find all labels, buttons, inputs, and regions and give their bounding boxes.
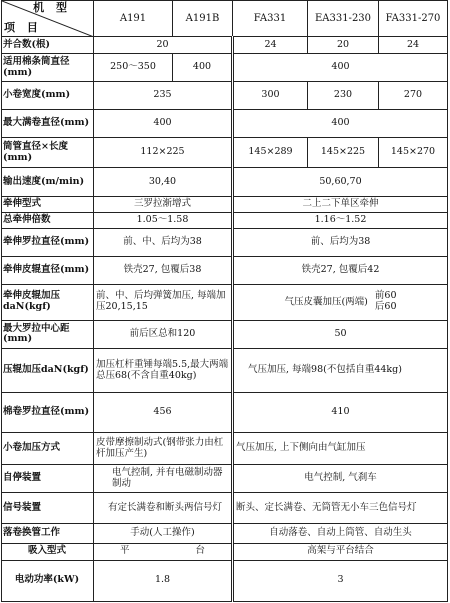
- row-doubling: [2, 37, 448, 54]
- row-calender-pressure: [2, 349, 448, 393]
- max-roller-gauge-fa-value: 50: [233, 320, 448, 348]
- row-doffing: [2, 523, 448, 543]
- output-speed-label: 输出速度(m/min): [2, 168, 94, 196]
- total-draft-fa-value: 1.16～1.52: [233, 212, 448, 228]
- draft-top-roller-dia-fa-value: 铁壳27, 包覆后42: [233, 256, 448, 284]
- sliver-can-label: 适用棉条筒直径(mm): [2, 54, 94, 82]
- suction-a-char-2: 台: [195, 545, 206, 557]
- tube-size-fa331-value: 145×289: [233, 138, 308, 168]
- self-stop-a-value: 电气控制, 并有电磁制动器制动: [94, 465, 233, 493]
- doffing-label: 落卷换管工作: [2, 523, 94, 543]
- max-roller-gauge-label: 最大罗拉中心距(mm): [2, 320, 94, 348]
- suction-a-cell: [94, 543, 233, 560]
- lap-roller-dia-label: 棉卷罗拉直径(mm): [2, 393, 94, 433]
- row-tube-size: [2, 138, 448, 168]
- doubling-fa331-270-value: 24: [379, 37, 448, 54]
- row-output-speed: [2, 168, 448, 196]
- doubling-ea331-230-value: 20: [308, 37, 379, 54]
- row-total-draft: [2, 212, 448, 228]
- row-sliver-can: [2, 54, 448, 82]
- doffing-fa-value: 自动落卷、自动上筒管、自动生头: [233, 523, 448, 543]
- row-signal: [2, 493, 448, 523]
- lap-pressure-fa-value: 气压加压, 上下侧向由气缸加压: [233, 433, 448, 465]
- doffing-a-value: 手动(人工操作): [94, 523, 233, 543]
- tube-size-a-value: 112×225: [94, 138, 233, 168]
- model-a191: A191: [94, 1, 173, 37]
- row-draft-roller-dia: [2, 228, 448, 256]
- motor-power-fa-value: 3: [233, 560, 448, 601]
- draft-roller-dia-fa-value: 前、后均为38: [233, 228, 448, 256]
- front-rear-pressure: [375, 291, 397, 313]
- suction-fa-value: 高架与平台结合: [233, 543, 448, 560]
- tube-size-fa331-270-value: 145×270: [379, 138, 448, 168]
- lap-width-label: 小卷宽度(mm): [2, 82, 94, 110]
- doubling-a-value: 20: [94, 37, 233, 54]
- calender-pressure-a-value: 加压杠杆重锤每端5.5,最大两端总压68(不含自重40kg): [94, 349, 233, 393]
- draft-roller-dia-label: 牵伸罗拉直径(mm): [2, 228, 94, 256]
- front-pressure: 前60: [374, 290, 397, 302]
- drafting-type-label: 牵伸型式: [2, 196, 94, 212]
- self-stop-label: 自停装置: [2, 465, 94, 493]
- corner-bottom-label: 项 目: [4, 21, 42, 35]
- lap-width-ea331-230-value: 230: [308, 82, 379, 110]
- tube-size-ea331-230-value: 145×225: [308, 138, 379, 168]
- sliver-can-a191b-value: 400: [173, 54, 233, 82]
- signal-label: 信号装置: [2, 493, 94, 523]
- lap-pressure-label: 小卷加压方式: [2, 433, 94, 465]
- lap-width-fa331-270-value: 270: [379, 82, 448, 110]
- spec-table: [1, 0, 448, 602]
- row-lap-pressure: [2, 433, 448, 465]
- max-lap-dia-label: 最大满卷直径(mm): [2, 110, 94, 138]
- suction-label: 吸入型式: [2, 543, 94, 560]
- row-motor-power: [2, 560, 448, 601]
- lap-width-fa331-value: 300: [233, 82, 308, 110]
- doubling-fa331-value: 24: [233, 37, 308, 54]
- rear-pressure: 后60: [374, 301, 397, 313]
- tube-size-label: 筒管直径×长度(mm): [2, 138, 94, 168]
- row-draft-top-roller-pressure: [2, 284, 448, 320]
- max-roller-gauge-a-value: 前后区总和120: [94, 320, 233, 348]
- drafting-type-fa-value: 二上二下单区牵伸: [233, 196, 448, 212]
- signal-fa-value: 断头、定长满卷、无筒管无小车三色信号灯: [233, 493, 448, 523]
- corner-top-label: 机 型: [33, 1, 71, 14]
- total-draft-label: 总牵伸倍数: [2, 212, 94, 228]
- corner-header: [2, 1, 94, 37]
- model-ea331-230: EA331-230: [308, 1, 379, 37]
- model-fa331: FA331: [233, 1, 308, 37]
- lap-width-a-value: 235: [94, 82, 233, 110]
- total-draft-a-value: 1.05～1.58: [94, 212, 233, 228]
- lap-roller-dia-fa-value: 410: [233, 393, 448, 433]
- draft-top-roller-dia-a-value: 铁壳27, 包覆后38: [94, 256, 233, 284]
- calender-pressure-label: 压辊加压daN(kgf): [2, 349, 94, 393]
- motor-power-a-value: 1.8: [94, 560, 233, 601]
- self-stop-fa-value: 电气控制, 气刹车: [233, 465, 448, 493]
- output-speed-fa-value: 50,60,70: [233, 168, 448, 196]
- model-a191b: A191B: [173, 1, 233, 37]
- max-lap-dia-fa-value: 400: [233, 110, 448, 138]
- draft-top-roller-pressure-label: 牵伸皮辊加压daN(kgf): [2, 284, 94, 320]
- header-row: [2, 1, 448, 37]
- row-max-roller-gauge: [2, 320, 448, 348]
- draft-top-roller-pressure-a-value: 前、中、后均弹簧加压, 每端加压20,15,15: [94, 284, 233, 320]
- row-draft-top-roller-dia: [2, 256, 448, 284]
- suction-a-char-1: 平: [119, 545, 130, 557]
- row-self-stop: [2, 465, 448, 493]
- draft-roller-dia-a-value: 前、中、后均为38: [94, 228, 233, 256]
- row-max-lap-dia: [2, 110, 448, 138]
- draft-top-roller-dia-label: 牵伸皮辊直径(mm): [2, 256, 94, 284]
- sliver-can-a191-value: 250～350: [94, 54, 173, 82]
- lap-pressure-a-value: 皮带摩擦制动式(钢带张力由杠杆加压产生): [94, 433, 233, 465]
- row-lap-roller-dia: [2, 393, 448, 433]
- doubling-label: 并合数(根): [2, 37, 94, 54]
- draft-top-roller-pressure-fa-value: 气压皮囊加压(两端): [284, 296, 368, 308]
- row-lap-width: [2, 82, 448, 110]
- max-lap-dia-a-value: 400: [94, 110, 233, 138]
- sliver-can-fa-value: 400: [233, 54, 448, 82]
- model-fa331-270: FA331-270: [379, 1, 448, 37]
- signal-a-value: 有定长满卷和断头两信号灯: [94, 493, 233, 523]
- drafting-type-a-value: 三罗拉渐增式: [94, 196, 233, 212]
- calender-pressure-fa-value: 气压加压, 每端98(不包括自重44kg): [233, 349, 448, 393]
- lap-roller-dia-a-value: 456: [94, 393, 233, 433]
- output-speed-a-value: 30,40: [94, 168, 233, 196]
- row-suction: [2, 543, 448, 560]
- draft-top-roller-pressure-fa-cell: [233, 284, 448, 320]
- motor-power-label: 电动功率(kW): [2, 560, 94, 601]
- row-drafting-type: [2, 196, 448, 212]
